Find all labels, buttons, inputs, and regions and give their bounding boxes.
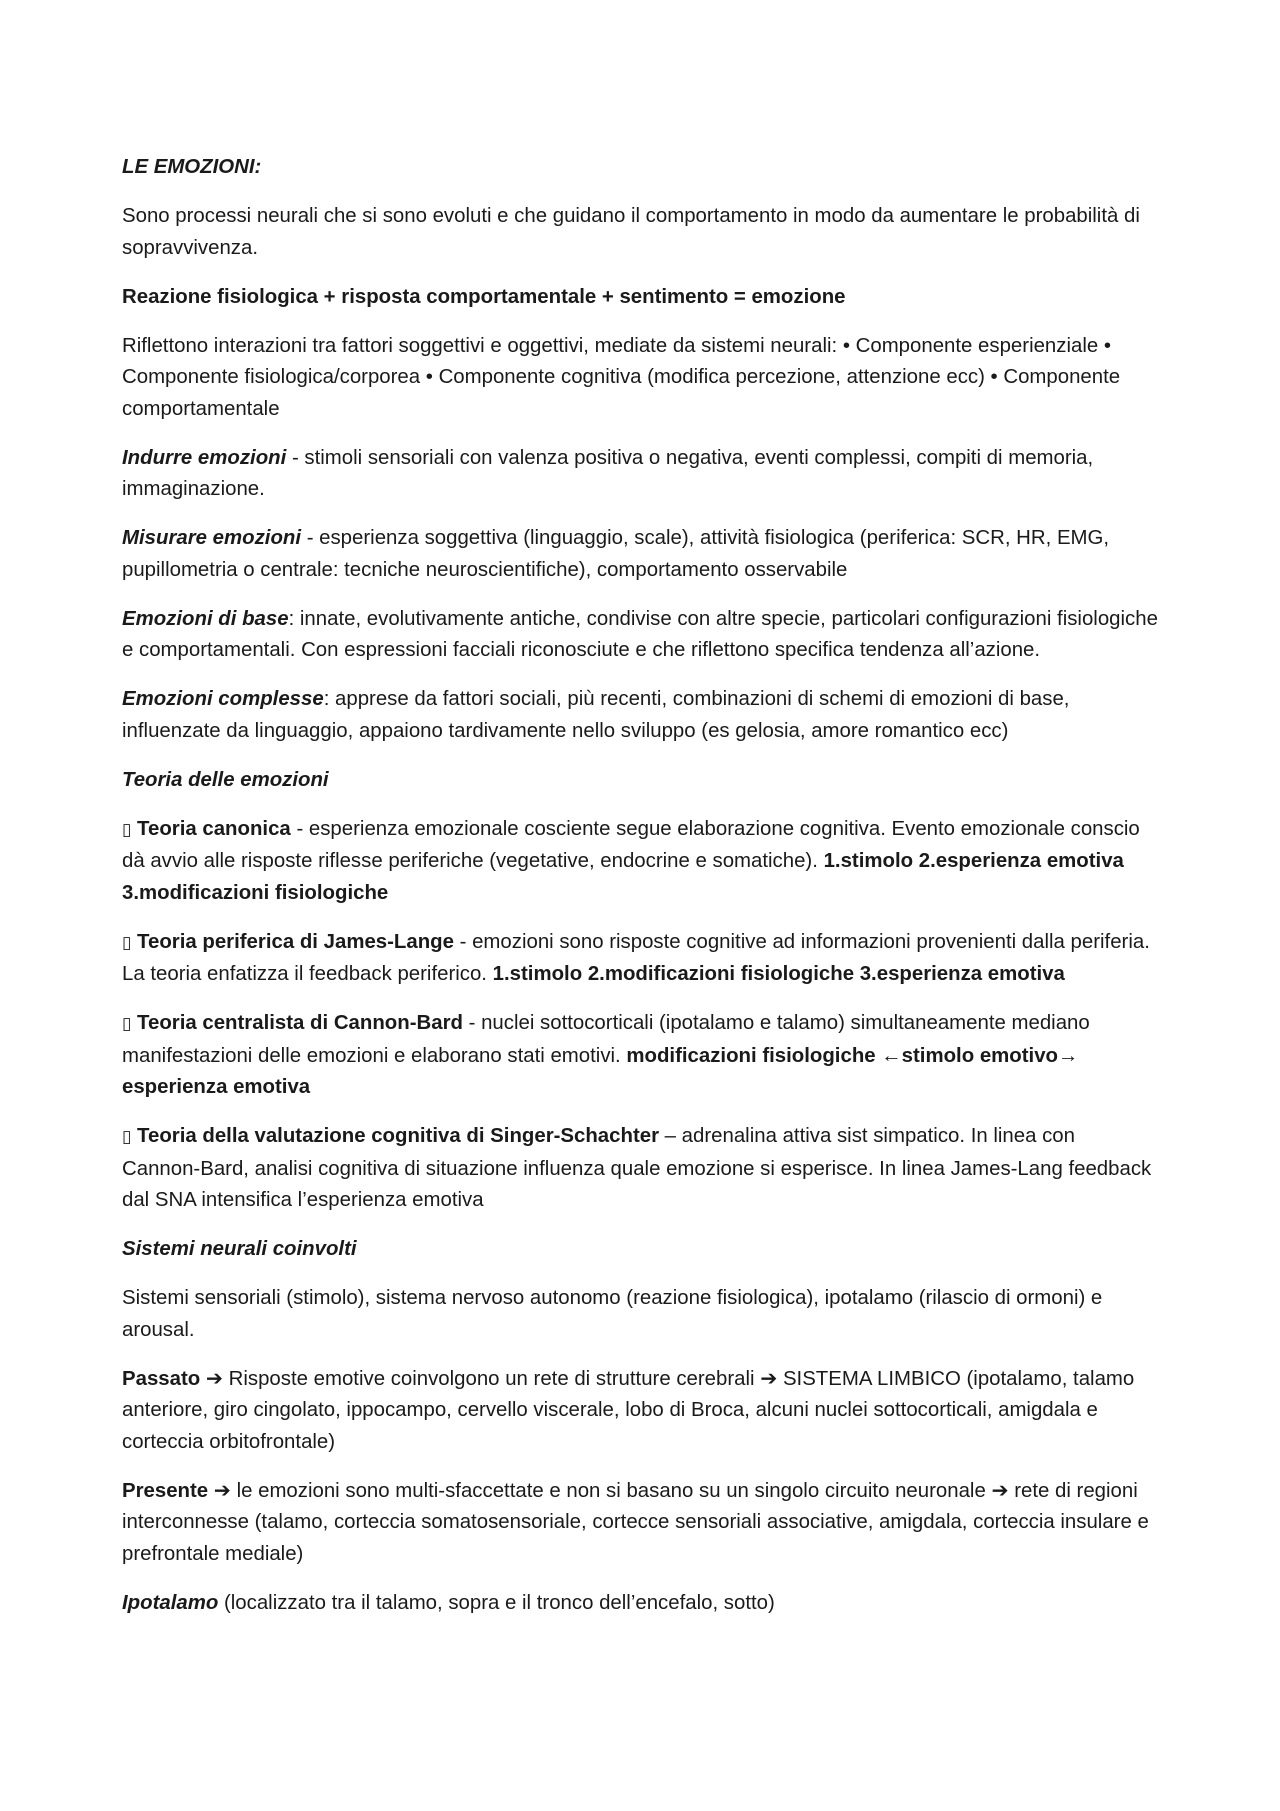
theory-text: - nuclei sottocorticali (ipotalamo e talamo) simultaneamente mediano manifestazioni delle emozioni e elaborano stati emotivi. <box>122 1012 1090 1067</box>
neural-heading <box>122 1234 1158 1266</box>
theory-item <box>122 814 1158 910</box>
basic-text: : innate, evolutivamente antiche, condivise con altre specie, particolari configurazioni fisiologiche e comportamentali. Con espressioni facciali riconosciute e che riflettono specifica tendenza all’azione. <box>122 607 1158 661</box>
theory-name: Teoria canonica <box>137 817 291 840</box>
hypothalamus-paragraph <box>122 1588 1158 1620</box>
theory-text: - esperienza emozionale cosciente segue elaborazione cognitiva. Evento emozionale conscio dà avvio alle risposte riflesse periferiche (vegetative, endocrine e somatiche). <box>122 817 1140 872</box>
bullet-box-icon: ▯ <box>122 1127 132 1147</box>
theory-text: – adrenalina attiva sist simpatico. In linea con Cannon-Bard, analisi cognitiva di situazione influenza quale emozione si esperisce. In linea James-Lang feedback dal SNA intensifica l’esperienza emotiva <box>122 1125 1152 1211</box>
theory-name: Teoria centralista di Cannon-Bard <box>137 1012 463 1034</box>
measure-text: - esperienza soggettiva (linguaggio, scale), attività fisiologica (periferica: SCR, HR, EMG, pupillometria o centrale: tecniche neuroscientifiche), comportamento osservabile <box>122 527 1110 581</box>
basic-term: Emozioni di base <box>122 607 289 630</box>
complex-term: Emozioni complesse <box>122 688 324 710</box>
components-paragraph: Riflettono interazioni tra fattori soggettivi e oggettivi, mediate da sistemi neurali: • Componente esperienziale • Componente fisiologica/corporea • Componente cognitiva (modifica percezione, attenzione ecc) • Componente comportamentale <box>122 334 1121 420</box>
document-title <box>122 152 1158 184</box>
theory-item <box>122 927 1158 991</box>
formula-paragraph <box>122 282 1158 314</box>
bullet-box-icon: ▯ <box>122 932 132 953</box>
induce-text: - stimoli sensoriali con valenza positiva o negativa, eventi complessi, compiti di memoria, immaginazione. <box>122 446 1094 500</box>
neural-heading-text: Sistemi neurali coinvolti <box>122 1238 357 1260</box>
present-term: Presente ➔ <box>122 1479 231 1502</box>
theory-name: Teoria della valutazione cognitiva di Singer-Schachter <box>137 1125 660 1147</box>
measure-paragraph <box>122 523 1158 586</box>
neural-paragraph: Sistemi sensoriali (stimolo), sistema nervoso autonomo (reazione fisiologica), ipotalamo (rilascio di ormoni) e arousal. <box>122 1287 1103 1341</box>
bullet-box-icon: ▯ <box>122 819 132 840</box>
measure-term: Misurare emozioni <box>122 527 302 549</box>
bullet-box-icon: ▯ <box>122 1014 132 1034</box>
theory-name: Teoria periferica di James-Lange <box>137 930 454 953</box>
present-text: le emozioni sono multi-sfaccettate e non si basano su un singolo circuito neuronale ➔ rete di regioni interconnesse (talamo, corteccia somatosensoriale, cortecce sensoriali associative, amigdala, corteccia insulare e prefrontale mediale) <box>122 1479 1149 1565</box>
theory-sequence: modificazioni fisiologiche ←stimolo emotivo→ esperienza emotiva <box>122 1044 1079 1098</box>
theory-sequence: 1.stimolo 2.modificazioni fisiologiche 3.esperienza emotiva <box>492 963 1065 985</box>
past-term: Passato ➔ <box>122 1367 223 1390</box>
hypothalamus-term: Ipotalamo <box>122 1591 219 1614</box>
past-text: Risposte emotive coinvolgono un rete di strutture cerebrali ➔ SISTEMA LIMBICO (ipotalamo, talamo anteriore, giro cingolato, ippocampo, cervello viscerale, lobo di Broca, alcuni nuclei sottocorticali, amigdala e corteccia orbitofrontale) <box>122 1367 1135 1453</box>
theory-sequence: 1.stimolo 2.esperienza emotiva 3.modificazioni fisiologiche <box>122 850 1124 904</box>
past-paragraph <box>122 1364 1158 1459</box>
theory-item <box>122 1121 1158 1217</box>
complex-text: : apprese da fattori sociali, più recenti, combinazioni di schemi di emozioni di base, influenzate da linguaggio, appaiono tardivamente nello sviluppo (es gelosia, amore romantico ecc) <box>122 688 1070 742</box>
intro-paragraph: Sono processi neurali che si sono evoluti e che guidano il comportamento in modo da aumentare le probabilità di sopravvivenza. <box>122 205 1140 259</box>
theories-heading-text: Teoria delle emozioni <box>122 768 329 791</box>
induce-term: Indurre emozioni <box>122 446 287 469</box>
hypothalamus-text: (localizzato tra il talamo, sopra e il tronco dell’encefalo, sotto) <box>218 1591 775 1614</box>
complex-emotions-paragraph <box>122 684 1158 747</box>
theory-text: - emozioni sono risposte cognitive ad informazioni provenienti dalla periferia. La teoria enfatizza il feedback periferico. <box>122 930 1150 985</box>
formula-text: Reazione fisiologica + risposta comportamentale + sentimento = emozione <box>122 285 846 308</box>
basic-emotions-paragraph <box>122 604 1158 667</box>
theories-heading <box>122 765 1158 797</box>
induce-paragraph <box>122 443 1158 506</box>
present-paragraph <box>122 1476 1158 1571</box>
theory-item <box>122 1008 1158 1104</box>
title-text: LE EMOZIONI: <box>122 156 262 178</box>
